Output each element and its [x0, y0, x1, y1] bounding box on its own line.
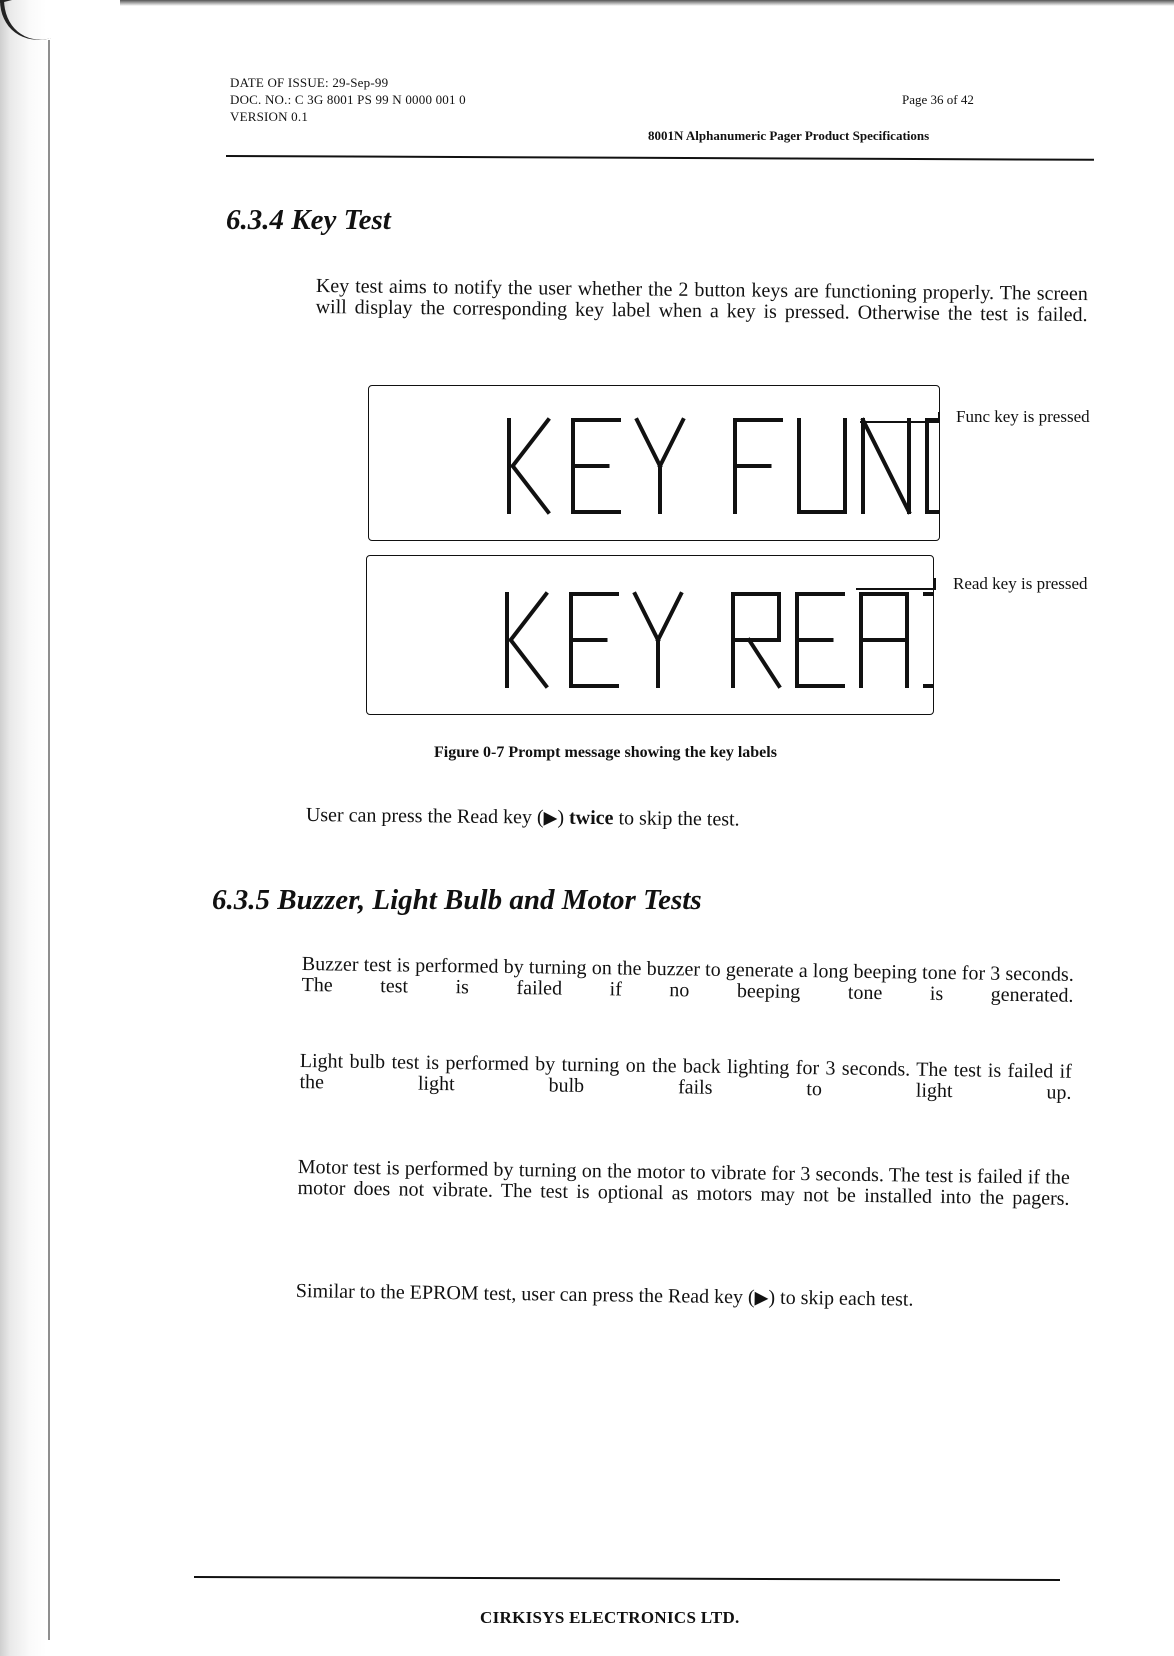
- issue-date: DATE OF ISSUE: 29-Sep-99: [230, 75, 389, 90]
- callout-line-read: [856, 588, 936, 590]
- light-bulb-paragraph: Light bulb test is performed by turning on the back lighting for 3 seconds. The test is failed if the light bulb fails to light up.: [299, 1050, 1072, 1104]
- read-key-arrow-icon: ▶: [543, 807, 558, 828]
- eprom-text-after: ) to skip each test.: [768, 1286, 914, 1311]
- read-key-arrow-icon: ▶: [754, 1287, 769, 1308]
- lcd-display-func: [368, 385, 940, 541]
- scan-edge-line: [48, 40, 50, 1640]
- buzzer-paragraph: Buzzer test is performed by turning on the buzzer to generate a long beeping tone for 3 seconds. The test is failed if no beeping tone is generated.: [301, 953, 1074, 1007]
- header-meta: [230, 74, 466, 125]
- key-test-paragraph: Key test aims to notify the user whether the 2 button keys are functioning properly. The screen will display the corresponding key label when a key is pressed. Otherwise the test is failed.: [315, 275, 1088, 327]
- figure-caption: Figure 0-7 Prompt message showing the key labels: [434, 744, 777, 761]
- callout-label-read: Read key is pressed: [953, 574, 1088, 593]
- lcd-segment: [513, 466, 548, 512]
- callout-tick-func: [938, 412, 940, 422]
- callout-line-func: [860, 421, 940, 423]
- doc-number: DOC. NO.: C 3G 8001 PS 99 N 0000 001 0: [230, 92, 466, 107]
- skip-text-after: to skip the test.: [613, 807, 740, 831]
- skip-text-before: User can press the Read key (: [305, 804, 544, 829]
- motor-paragraph: Motor test is performed by turning on the motor to vibrate for 3 seconds. The test is failed if the motor does not vibrate. The test is optional as motors may not be installed into the pagers.: [297, 1156, 1070, 1210]
- lcd-segment: [635, 594, 658, 640]
- header-rule: [226, 155, 1094, 161]
- skip-text-mid: ): [557, 806, 570, 829]
- page-number: Page 36 of 42: [902, 92, 974, 107]
- lcd-display-read: [366, 555, 934, 715]
- lcd-segment: [749, 640, 779, 686]
- lcd-func-segments: [369, 386, 939, 540]
- skip-text-bold: twice: [568, 806, 614, 830]
- lcd-segment: [637, 420, 660, 466]
- lcd-segment: [863, 420, 909, 512]
- scan-top-shadow: [120, 0, 1174, 6]
- key-test-skip-note: [306, 805, 946, 833]
- callout-label-func: Func key is pressed: [956, 407, 1090, 426]
- document-title: 8001N Alphanumeric Pager Product Specifications: [648, 128, 930, 143]
- section-heading-buzzer: 6.3.5 Buzzer, Light Bulb and Motor Tests: [212, 884, 702, 916]
- version: VERSION 0.1: [230, 109, 309, 124]
- eprom-skip-paragraph: [296, 1281, 1036, 1312]
- eprom-text-before: Similar to the EPROM test, user can press the Read key (: [295, 1280, 755, 1309]
- lcd-segment: [513, 420, 548, 466]
- section-heading-key-test: 6.3.4 Key Test: [226, 204, 391, 236]
- lcd-read-segments: [367, 556, 933, 714]
- scan-edge: [0, 0, 46, 1656]
- lcd-segment: [658, 594, 681, 640]
- lcd-segment: [660, 420, 683, 466]
- footer-company: CIRKISYS ELECTRONICS LTD.: [480, 1608, 740, 1627]
- lcd-segment: [511, 594, 546, 640]
- footer-rule: [194, 1576, 1060, 1581]
- callout-tick-read: [934, 578, 936, 588]
- lcd-segment: [511, 640, 546, 686]
